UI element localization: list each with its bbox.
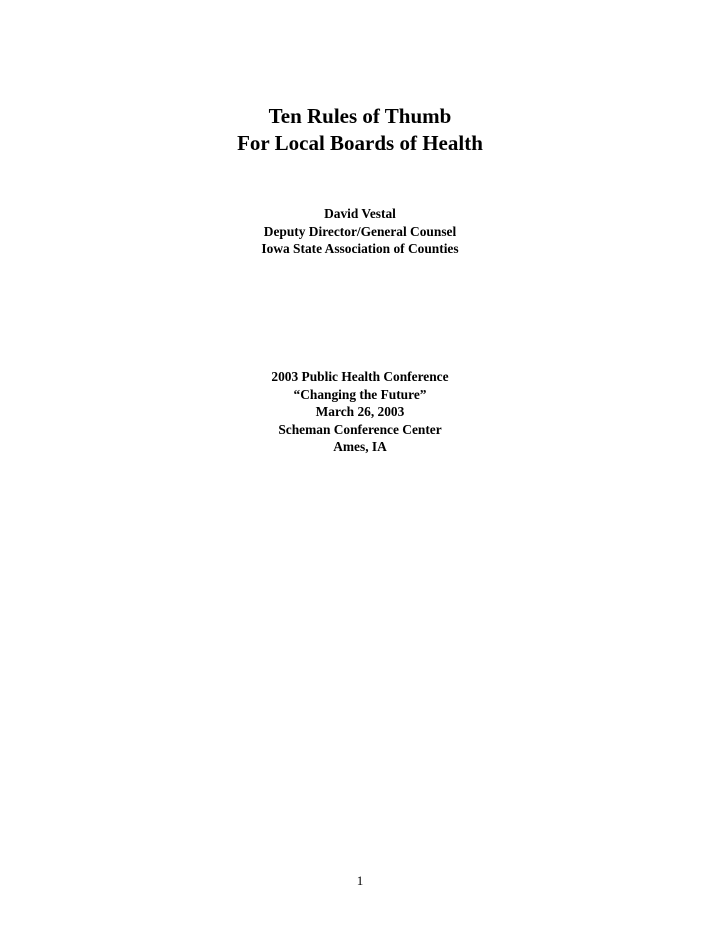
title-line-2: For Local Boards of Health xyxy=(237,131,483,155)
conference-name: 2003 Public Health Conference xyxy=(271,369,449,384)
conference-venue: Scheman Conference Center xyxy=(278,421,442,437)
author-position: Deputy Director/General Counsel xyxy=(263,223,457,239)
page-number: 1 xyxy=(356,873,364,888)
conference-info xyxy=(0,368,720,456)
conference-theme: “Changing the Future” xyxy=(293,386,427,402)
document-title xyxy=(0,103,720,157)
title-line-1: Ten Rules of Thumb xyxy=(268,104,452,128)
author-name: David Vestal xyxy=(324,206,396,221)
author-info xyxy=(0,205,720,258)
author-organization: Iowa State Association of Counties xyxy=(261,241,459,256)
conference-date: March 26, 2003 xyxy=(315,404,405,419)
conference-location: Ames, IA xyxy=(333,439,387,454)
